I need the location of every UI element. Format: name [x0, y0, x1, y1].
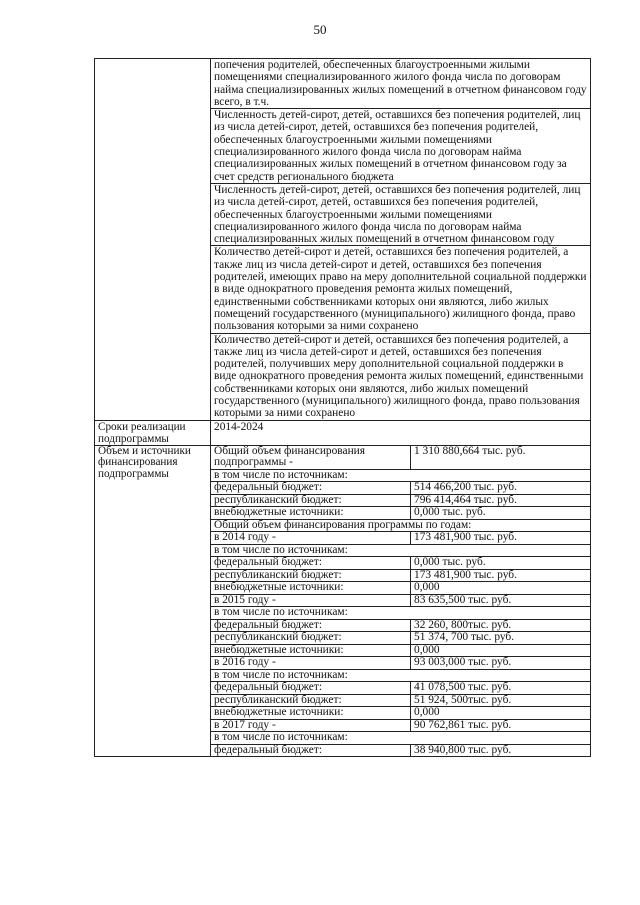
finance-item: федеральный бюджет: [211, 682, 411, 695]
finance-item: в 2015 году - [211, 594, 411, 607]
finance-value: 173 481,900 тыс. руб. [411, 569, 591, 582]
finance-value: 514 466,200 тыс. руб. [411, 482, 591, 495]
finance-value: 93 003,000 тыс. руб. [411, 657, 591, 670]
finance-subheading: Общий объем финансирования программы по годам: [211, 519, 591, 532]
finance-value: 1 310 880,664 тыс. руб. [411, 445, 591, 469]
passport-table [94, 58, 591, 757]
finance-item: в 2014 году - [211, 532, 411, 545]
finance-subheading: в том числе по источникам: [211, 469, 591, 482]
finance-value: 90 762,861 тыс. руб. [411, 719, 591, 732]
finance-value: 796 414,464 тыс. руб. [411, 494, 591, 507]
finance-item: в 2016 году - [211, 657, 411, 670]
finance-item: внебюджетные источники: [211, 707, 411, 720]
finance-item: республиканский бюджет: [211, 569, 411, 582]
finance-item: федеральный бюджет: [211, 482, 411, 495]
finance-item: федеральный бюджет: [211, 619, 411, 632]
finance-item: внебюджетные источники: [211, 644, 411, 657]
finance-value: 0,000 тыс. руб. [411, 507, 591, 520]
finance-label: Объем и источники финансирования подпрограммы [95, 445, 211, 757]
indicator-text: Численность детей-сирот, детей, оставшихся без попечения родителей, лиц из числа детей-сирот, детей, оставшихся без попечения родителей, обеспеченных благоустроенными жилыми помещениями специализированного жилого фонда числа по договорам найма специализированных жилых помещений в отчетном финансовом году за счет средств регионального бюджета [211, 109, 591, 184]
finance-value: 41 078,500 тыс. руб. [411, 682, 591, 695]
finance-subheading: в том числе по источникам: [211, 732, 591, 745]
finance-value: 83 635,500 тыс. руб. [411, 594, 591, 607]
finance-subheading: в том числе по источникам: [211, 544, 591, 557]
finance-item: республиканский бюджет: [211, 632, 411, 645]
finance-item: федеральный бюджет: [211, 557, 411, 570]
finance-value: 0,000 [411, 582, 591, 595]
finance-value: 0,000 [411, 644, 591, 657]
page-number: 50 [313, 22, 327, 37]
finance-value: 0,000 [411, 707, 591, 720]
finance-item: внебюджетные источники: [211, 507, 411, 520]
finance-value: 38 940,800 тыс. руб. [411, 744, 591, 757]
terms-value: 2014-2024 [211, 420, 591, 445]
indicator-text: Численность детей-сирот, детей, оставшихся без попечения родителей, лиц из числа детей-сирот, детей, оставшихся без попечения родителей, обеспеченных благоустроенными жилыми помещениями специализированного жилого фонда числа по договорам найма специализированных жилых помещений в отчетном финансовом году [211, 183, 591, 245]
indicator-text: Количество детей-сирот и детей, оставшихся без попечения родителей, а также лиц из числа детей-сирот и детей, оставшихся без попечения родителей, получивших меру дополнительной социальной поддержки в виде однократного проведения ремонта жилых помещений, единственными собственниками которых они являются, либо жилых помещений государственного (муниципального) жилищного фонда, право пользования которыми за ними сохранено [211, 333, 591, 420]
finance-item: Общий объем финансирования подпрограммы - [211, 445, 411, 469]
finance-item: республиканский бюджет: [211, 694, 411, 707]
finance-item: внебюджетные источники: [211, 582, 411, 595]
indicator-text: попечения родителей, обеспеченных благоустроенными жилыми помещениями специализированного жилого фонда числа по договорам найма специализированных жилых помещений в отчетном финансовом году всего, в т.ч. [211, 59, 591, 109]
finance-value: 0,000 тыс. руб. [411, 557, 591, 570]
indicator-text: Количество детей-сирот и детей, оставшихся без попечения родителей, а также лиц из числа детей-сирот и детей, оставшихся без попечения родителей, имеющих право на меру дополнительной социальной поддержки в виде однократного проведения ремонта жилых помещений, единственными собственниками которых они являются, либо жилых помещений государственного (муниципального) жилищного фонда, право пользования которыми за ними сохранено [211, 246, 591, 333]
finance-value: 51 374, 700 тыс. руб. [411, 632, 591, 645]
finance-value: 51 924, 500тыс. руб. [411, 694, 591, 707]
finance-value: 173 481,900 тыс. руб. [411, 532, 591, 545]
finance-item: республиканский бюджет: [211, 494, 411, 507]
finance-item: федеральный бюджет: [211, 744, 411, 757]
indicator-row [95, 59, 591, 109]
terms-row [95, 420, 591, 445]
terms-label: Сроки реализации подпрограммы [95, 420, 211, 445]
finance-subheading: в том числе по источникам: [211, 669, 591, 682]
finance-row [95, 445, 591, 469]
finance-value: 32 260, 800тыс. руб. [411, 619, 591, 632]
finance-item: в 2017 году - [211, 719, 411, 732]
finance-subheading: в том числе по источникам: [211, 607, 591, 620]
empty-label-cell [95, 59, 211, 421]
